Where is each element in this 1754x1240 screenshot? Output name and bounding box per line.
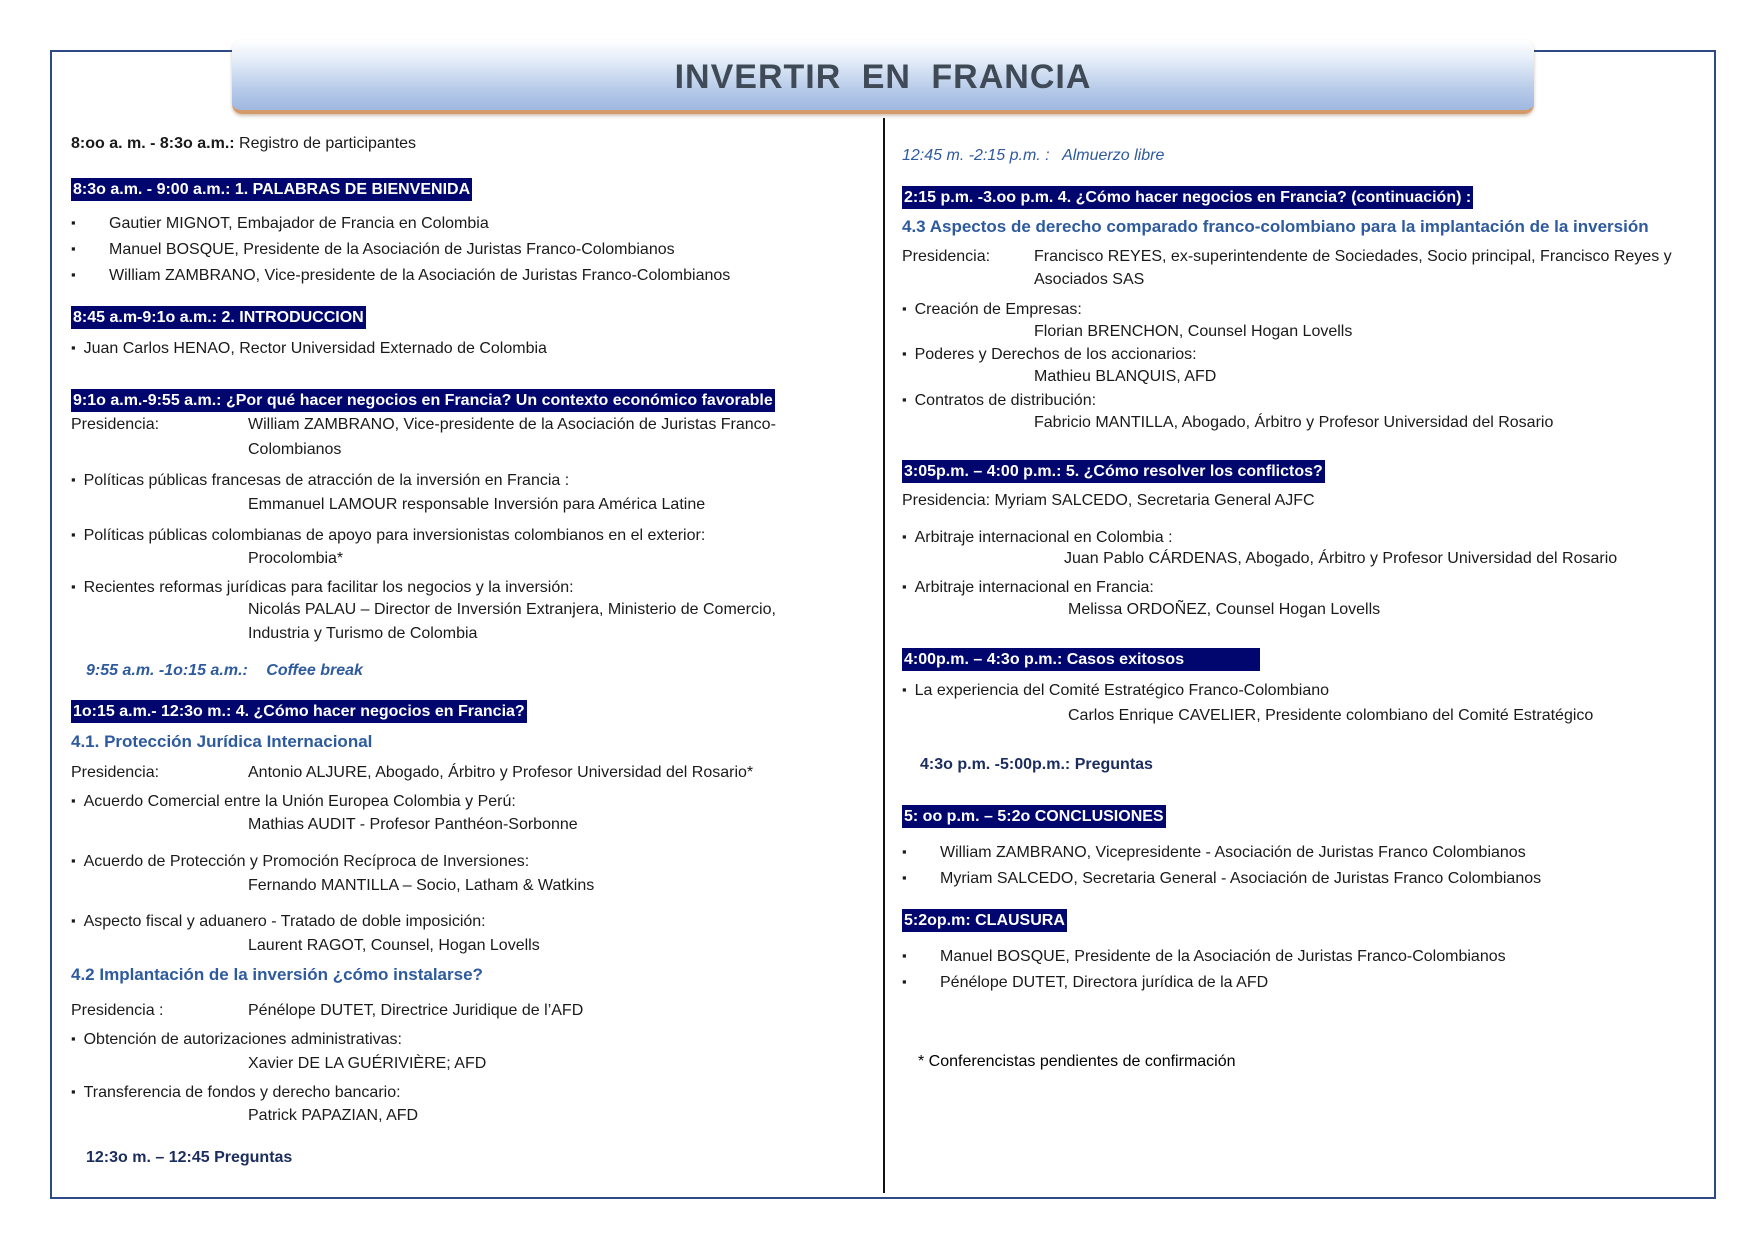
coffee-text: Coffee break	[266, 662, 363, 679]
presidencia-name: Antonio ALJURE, Abogado, Árbitro y Profesor Universidad del Rosario*	[248, 764, 754, 781]
speaker: Nicolás PALAU – Director de Inversión Extranjera, Ministerio de Comercio,	[248, 601, 776, 618]
speaker: Laurent RAGOT, Counsel, Hogan Lovells	[248, 937, 540, 954]
speaker: Xavier DE LA GUÉRIVIÈRE; AFD	[248, 1055, 487, 1072]
presidencia-label: Presidencia:	[71, 416, 160, 433]
list-item: ▪ Acuerdo Comercial entre la Unión Europea Colombia y Perú:	[71, 791, 516, 812]
list-item: ▪ Arbitraje internacional en Colombia :	[902, 527, 1173, 548]
section-header-negocios	[71, 700, 527, 723]
speaker: Mathias AUDIT - Profesor Panthéon-Sorbonne	[248, 816, 578, 833]
subsection-title: 4.3 Aspectos de derecho comparado franco-colombiano para la implantación de la inversión	[902, 217, 1649, 236]
speaker-cont: Industria y Turismo de Colombia	[248, 625, 478, 642]
list-item: ▪ Myriam SALCEDO, Secretaria General - Asociación de Juristas Franco Colombianos	[902, 868, 1541, 889]
presidencia-name-cont: Colombianos	[248, 441, 342, 458]
subsection-title: 4.2 Implantación de la inversión ¿cómo instalarse?	[71, 965, 483, 984]
footnote: * Conferencistas pendientes de confirmación	[918, 1053, 1236, 1070]
list-item: ▪ Recientes reformas jurídicas para facilitar los negocios y la inversión:	[71, 577, 574, 598]
section-header-text: 3:05p.m. – 4:00 p.m.: 5. ¿Cómo resolver los conflictos?	[902, 460, 1325, 483]
coffee-break-row	[86, 661, 363, 681]
presidencia-name: Pénélope DUTET, Directrice Juridique de l’AFD	[248, 1002, 584, 1019]
presidencia-row: Presidencia: Myriam SALCEDO, Secretaria General AJFC	[902, 492, 1315, 509]
section-header-text: 8:45 a.m-9:1o a.m.: 2. INTRODUCCION	[71, 306, 366, 329]
list-item: ▪ Acuerdo de Protección y Promoción Recíproca de Inversiones:	[71, 851, 529, 872]
list-item: ▪ Arbitraje internacional en Francia:	[902, 577, 1154, 598]
section-header-casos	[902, 648, 1260, 671]
list-item: ▪ Manuel BOSQUE, Presidente de la Asociación de Juristas Franco-Colombianos	[71, 239, 675, 260]
section-header-conflictos	[902, 460, 1325, 483]
speaker: Melissa ORDOÑEZ, Counsel Hogan Lovells	[1068, 601, 1381, 618]
registro-text: Registro de participantes	[239, 135, 417, 152]
section-header-text: 5: oo p.m. – 5:2o CONCLUSIONES	[902, 805, 1166, 828]
list-item: ▪ Políticas públicas colombianas de apoyo para inversionistas colombianos en el exterior:	[71, 525, 705, 546]
presidencia-name: William ZAMBRANO, Vice-presidente de la Asociación de Juristas Franco-	[248, 416, 776, 433]
coffee-time: 9:55 a.m. -1o:15 a.m.:	[86, 662, 248, 679]
section-header-introduccion	[71, 306, 366, 329]
list-item: ▪ Gautier MIGNOT, Embajador de Francia en Colombia	[71, 213, 489, 234]
list-item: ▪ Manuel BOSQUE, Presidente de la Asociación de Juristas Franco-Colombianos	[902, 946, 1506, 967]
speaker: Florian BRENCHON, Counsel Hogan Lovells	[1034, 323, 1353, 340]
list-item: ▪ Aspecto fiscal y aduanero - Tratado de doble imposición:	[71, 911, 486, 932]
title-banner	[232, 40, 1534, 114]
speaker: Fabricio MANTILLA, Abogado, Árbitro y Profesor Universidad del Rosario	[1034, 414, 1554, 431]
section-header-negocios-cont	[902, 186, 1473, 209]
almuerzo-time: 12:45 m. -2:15 p.m. :	[902, 147, 1050, 164]
section-header-text: 5:2op.m: CLAUSURA	[902, 909, 1067, 932]
list-item: ▪ Creación de Empresas:	[902, 299, 1082, 320]
section-header-text: 9:1o a.m.-9:55 a.m.: ¿Por qué hacer negocios en Francia? Un contexto económico favorable	[71, 389, 775, 412]
almuerzo-text: Almuerzo libre	[1062, 147, 1165, 164]
section-header-clausura	[902, 909, 1067, 932]
presidencia-label: Presidencia:	[902, 248, 991, 265]
section-header-bienvenida	[71, 178, 472, 201]
list-item: ▪ Pénélope DUTET, Directora jurídica de la AFD	[902, 972, 1268, 993]
speaker: Carlos Enrique CAVELIER, Presidente colombiano del Comité Estratégico	[1068, 707, 1594, 724]
list-item: ▪ La experiencia del Comité Estratégico Franco-Colombiano	[902, 680, 1329, 701]
registro-row	[71, 134, 416, 154]
preguntas-row: 12:3o m. – 12:45 Preguntas	[86, 1149, 293, 1166]
section-header-text: 1o:15 a.m.- 12:3o m.: 4. ¿Cómo hacer negocios en Francia?	[71, 700, 527, 723]
section-header-conclusiones	[902, 805, 1166, 828]
speaker: Mathieu BLANQUIS, AFD	[1034, 368, 1217, 385]
speaker: Emmanuel LAMOUR responsable Inversión para América Latine	[248, 496, 706, 513]
list-item: ▪ Contratos de distribución:	[902, 390, 1096, 411]
section-header-text: 2:15 p.m. -3.oo p.m. 4. ¿Cómo hacer negocios en Francia? (continuación) :	[902, 186, 1473, 209]
section-header-por-que	[71, 389, 775, 412]
section-header-text: 8:3o a.m. - 9:00 a.m.: 1. PALABRAS DE BIENVENIDA	[71, 178, 472, 201]
list-item: ▪ Políticas públicas francesas de atracción de la inversión en Francia :	[71, 470, 569, 491]
list-item: ▪ William ZAMBRANO, Vicepresidente - Asociación de Juristas Franco Colombianos	[902, 842, 1526, 863]
speaker: Patrick PAPAZIAN, AFD	[248, 1107, 419, 1124]
page-title: INVERTIR EN FRANCIA	[674, 58, 1092, 96]
speaker: Procolombia*	[248, 550, 344, 567]
presidencia-label: Presidencia:	[71, 764, 160, 781]
list-item: ▪ Juan Carlos HENAO, Rector Universidad Externado de Colombia	[71, 338, 547, 359]
presidencia-name: Francisco REYES, ex-superintendente de Sociedades, Socio principal, Francisco Reyes y	[1034, 248, 1672, 265]
list-item: ▪ Poderes y Derechos de los accionarios:	[902, 344, 1197, 365]
section-header-text: 4:00p.m. – 4:3o p.m.: Casos exitosos	[902, 648, 1260, 671]
subsection-title: 4.1. Protección Jurídica Internacional	[71, 732, 373, 751]
presidencia-name-cont: Asociados SAS	[1034, 271, 1145, 288]
list-item: ▪ Obtención de autorizaciones administrativas:	[71, 1029, 402, 1050]
speaker: Juan Pablo CÁRDENAS, Abogado, Árbitro y Profesor Universidad del Rosario	[1064, 550, 1618, 567]
list-item: ▪ William ZAMBRANO, Vice-presidente de la Asociación de Juristas Franco-Colombianos	[71, 265, 730, 286]
preguntas-row: 4:3o p.m. -5:00p.m.: Preguntas	[920, 756, 1153, 773]
presidencia-label: Presidencia :	[71, 1002, 164, 1019]
registro-time: 8:oo a. m. - 8:3o a.m.:	[71, 135, 235, 152]
column-divider	[883, 118, 885, 1193]
almuerzo-row	[902, 146, 1164, 166]
speaker: Fernando MANTILLA – Socio, Latham & Watkins	[248, 877, 595, 894]
list-item: ▪ Transferencia de fondos y derecho bancario:	[71, 1082, 401, 1103]
